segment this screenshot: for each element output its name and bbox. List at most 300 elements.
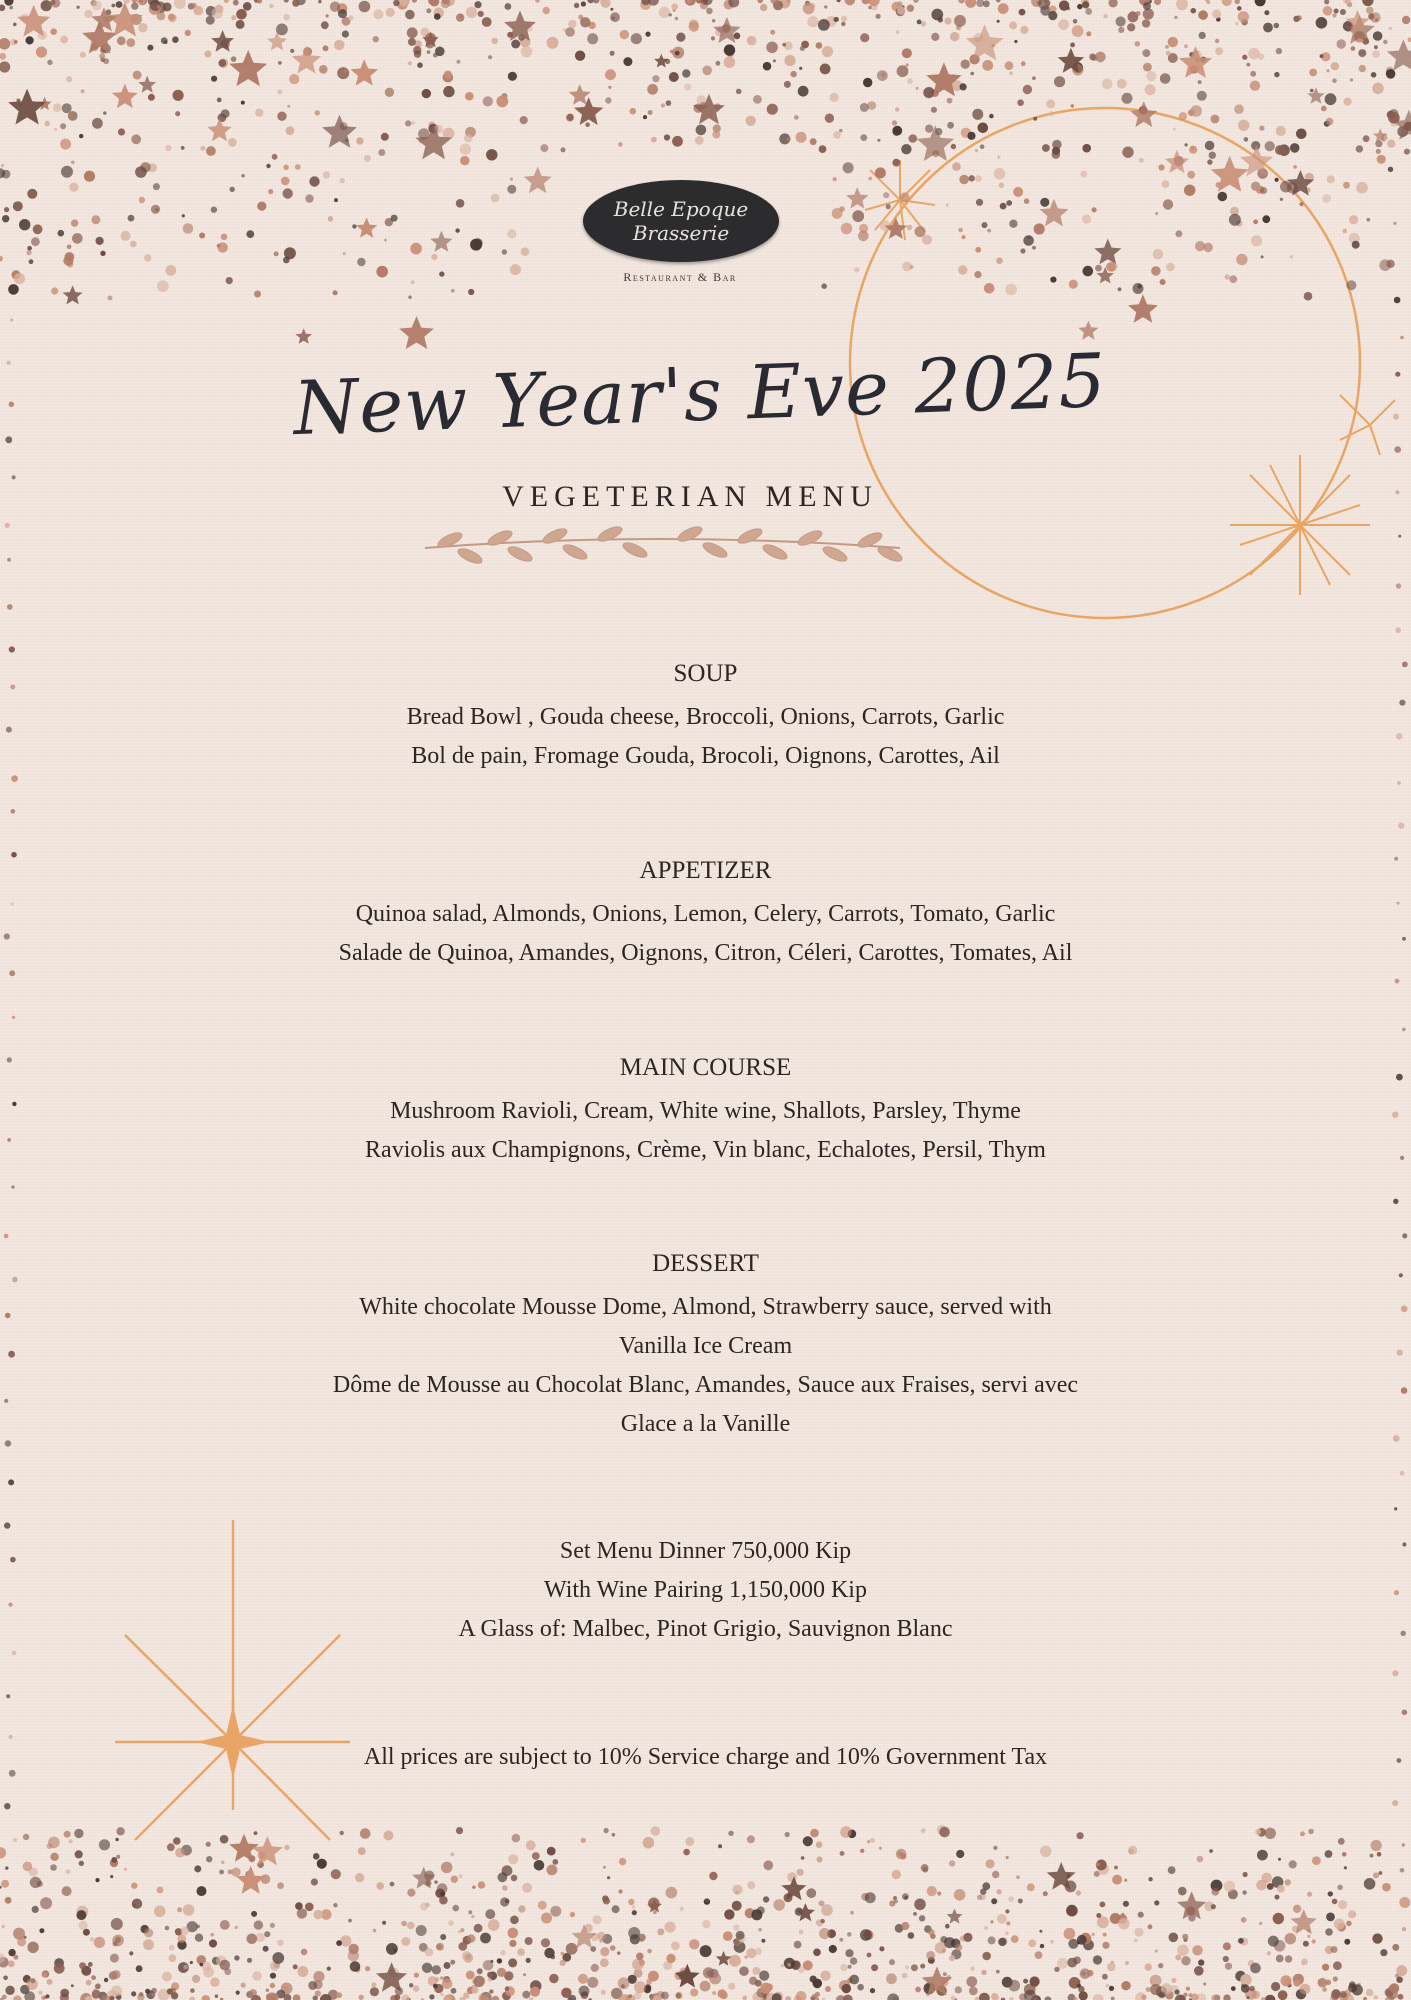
confetti-dot [1257, 1850, 1268, 1861]
confetti-dot [865, 1892, 876, 1903]
confetti-dot [1296, 129, 1307, 140]
confetti-dot [358, 1847, 366, 1855]
confetti-dot [1242, 1890, 1246, 1894]
confetti-dot [666, 1954, 675, 1963]
confetti-dot [1013, 187, 1023, 197]
confetti-dot [411, 280, 415, 284]
confetti-dot [975, 149, 978, 152]
confetti-dot [1080, 171, 1087, 178]
confetti-dot [357, 258, 365, 266]
confetti-dot [1105, 1984, 1109, 1988]
menu-line: White chocolate Mousse Dome, Almond, Strawberry sauce, served with [359, 1294, 1052, 1320]
confetti-dot [1371, 72, 1377, 78]
confetti-dot [465, 92, 474, 101]
confetti-dot [821, 283, 827, 289]
confetti-dot [906, 63, 909, 66]
confetti-dot [1009, 220, 1017, 228]
confetti-dot [613, 1991, 619, 1997]
confetti-dot [63, 256, 73, 266]
confetti-dot [915, 226, 926, 237]
section-appetizer [200, 857, 1211, 973]
confetti-dot [7, 558, 11, 562]
confetti-dot [1389, 27, 1392, 30]
confetti-dot [1008, 1980, 1020, 1992]
confetti-dot [1402, 1542, 1406, 1546]
confetti-dot [456, 60, 460, 64]
confetti-dot [843, 162, 854, 173]
confetti-dot [787, 137, 791, 141]
olive-branch-divider [425, 524, 904, 566]
confetti-dot [67, 245, 72, 250]
confetti-dot [1209, 152, 1216, 159]
confetti-dot [540, 144, 548, 152]
confetti-dot [252, 1971, 261, 1980]
confetti-dot [1073, 19, 1078, 24]
section-title: APPETIZER [639, 857, 772, 884]
confetti-dot [931, 107, 937, 113]
confetti-dot [326, 14, 329, 17]
confetti-dot [169, 1945, 175, 1951]
confetti-dot [897, 65, 909, 77]
confetti-dot [505, 3, 512, 10]
confetti-dot [14, 40, 18, 44]
confetti-dot [509, 1940, 516, 1947]
confetti-dot [907, 78, 913, 84]
confetti-dot [921, 1828, 926, 1833]
confetti-dot [672, 136, 683, 147]
confetti-dot [220, 1960, 231, 1971]
confetti-dot [763, 1860, 773, 1870]
confetti-dot [917, 20, 922, 25]
confetti-dot [1006, 200, 1012, 206]
confetti-dot [579, 1986, 590, 1997]
confetti-dot [405, 120, 411, 126]
confetti-dot [436, 1943, 444, 1951]
confetti-dot [135, 166, 147, 178]
confetti-dot [702, 66, 712, 76]
confetti-dot [486, 149, 497, 160]
confetti-dot [962, 235, 966, 239]
confetti-dot [1402, 1927, 1406, 1931]
confetti-dot [1255, 1829, 1261, 1835]
confetti-dot [4, 933, 10, 939]
confetti-dot [794, 115, 799, 120]
confetti-dot [319, 65, 328, 74]
confetti-dot [913, 0, 919, 3]
price-set-menu: Set Menu Dinner 750,000 Kip [559, 1538, 852, 1564]
confetti-dot [1148, 1924, 1153, 1929]
confetti-dot [460, 144, 471, 155]
confetti-dot [217, 244, 221, 248]
confetti-dot [471, 1987, 478, 1994]
confetti-dot [839, 206, 845, 212]
confetti-dot [798, 1966, 805, 1973]
confetti-dot [165, 265, 176, 276]
confetti-dot [13, 1838, 17, 1842]
confetti-dot [1107, 1963, 1116, 1972]
confetti-dot [92, 118, 103, 129]
confetti-dot [1173, 128, 1176, 131]
confetti-dot [1300, 1831, 1305, 1836]
confetti-dot [1372, 1933, 1382, 1943]
confetti-dot [913, 1912, 917, 1916]
confetti-dot [1158, 1963, 1163, 1968]
confetti-dot [488, 1978, 492, 1982]
confetti-dot [1366, 1989, 1374, 1997]
confetti-dot [1337, 1885, 1342, 1890]
confetti-dot [1175, 1989, 1180, 1994]
confetti-dot [1046, 99, 1055, 108]
confetti-dot [1278, 1990, 1288, 2000]
confetti-dot [949, 1860, 955, 1866]
confetti-dot [1398, 1994, 1404, 2000]
confetti-dot [716, 61, 721, 66]
confetti-dot [27, 246, 32, 251]
confetti-dot [706, 1898, 710, 1902]
confetti-dot [1122, 93, 1133, 104]
confetti-dot [1145, 84, 1156, 95]
confetti-dot [241, 174, 244, 177]
confetti-dot [60, 36, 68, 44]
confetti-dot [264, 1931, 270, 1937]
confetti-dot [256, 1933, 265, 1942]
confetti-dot [72, 233, 83, 244]
confetti-dot [1393, 1199, 1398, 1204]
confetti-dot [283, 257, 290, 264]
confetti-dot [619, 1858, 626, 1865]
confetti-dot [1044, 1996, 1051, 2000]
confetti-dot [578, 1974, 588, 1984]
confetti-dot [1242, 55, 1247, 60]
confetti-dot [54, 128, 57, 131]
confetti-dot [526, 1958, 531, 1963]
confetti-dot [417, 62, 423, 68]
confetti-dot [969, 175, 975, 181]
confetti-dot [860, 1929, 872, 1941]
confetti-dot [1138, 1912, 1144, 1918]
confetti-dot [491, 38, 498, 45]
confetti-dot [915, 1987, 921, 1993]
confetti-dot [356, 137, 363, 144]
confetti-star-icon [207, 118, 231, 141]
confetti-star-icon [138, 76, 156, 93]
confetti-dot [0, 1886, 2, 1889]
confetti-dot [860, 103, 869, 112]
confetti-dot [1325, 93, 1337, 105]
confetti-dot [96, 237, 104, 245]
confetti-dot [1268, 1936, 1279, 1947]
confetti-dot [74, 1829, 83, 1838]
confetti-dot [752, 1967, 760, 1975]
confetti-dot [601, 1990, 606, 1995]
confetti-dot [318, 0, 321, 3]
confetti-dot [284, 1986, 289, 1991]
confetti-dot [111, 4, 115, 8]
confetti-dot [996, 1970, 1000, 1974]
confetti-dot [1359, 65, 1366, 72]
confetti-dot [313, 1853, 320, 1860]
page-title: New Year's Eve 2025 [292, 337, 1108, 453]
confetti-dot [857, 1984, 864, 1991]
confetti-dot [115, 1838, 118, 1841]
confetti-dot [1285, 1955, 1292, 1962]
confetti-dot [574, 3, 579, 8]
confetti-dot [1265, 1828, 1276, 1839]
confetti-dot [1139, 158, 1144, 163]
confetti-dot [185, 30, 191, 36]
confetti-dot [1349, 1981, 1356, 1988]
confetti-dot [331, 1869, 341, 1879]
confetti-dot [313, 1910, 322, 1919]
confetti-star-icon [1130, 101, 1157, 127]
firework-right-icon [1230, 455, 1370, 595]
confetti-dot [439, 271, 444, 276]
confetti-dot [1394, 297, 1401, 304]
confetti-dot [1396, 1965, 1407, 1976]
confetti-dot [1176, 0, 1188, 10]
confetti-dot [1102, 1942, 1109, 1949]
confetti-dot [1023, 1979, 1028, 1984]
confetti-dot [1014, 40, 1017, 43]
confetti-dot [287, 105, 290, 108]
confetti-dot [1394, 1507, 1397, 1510]
confetti-dot [997, 155, 1000, 158]
confetti-dot [1142, 49, 1150, 57]
confetti-dot [1392, 1800, 1398, 1806]
confetti-dot [92, 1990, 101, 1999]
logo-name-line1: Belle Epoque [613, 197, 749, 221]
confetti-dot [610, 51, 615, 56]
confetti-dot [13, 23, 17, 27]
confetti-dot [342, 30, 349, 37]
confetti-dot [1079, 1991, 1088, 2000]
confetti-dot [1166, 51, 1171, 56]
confetti-dot [926, 1951, 935, 1960]
confetti-dot [441, 0, 451, 8]
confetti-dot [414, 50, 422, 58]
confetti-dot [442, 1978, 453, 1989]
confetti-dot [647, 1949, 652, 1954]
confetti-star-icon [350, 59, 378, 85]
confetti-dot [597, 1932, 605, 1940]
confetti-dot [45, 121, 50, 126]
confetti-dot [958, 228, 963, 233]
confetti-dot [1102, 78, 1113, 89]
confetti-dot [746, 116, 756, 126]
confetti-dot [565, 27, 575, 37]
confetti-dot [1109, 1986, 1114, 1991]
confetti-dot [985, 1859, 994, 1868]
confetti-dot [1349, 215, 1358, 224]
confetti-dot [996, 0, 1001, 2]
confetti-dot [1380, 1949, 1387, 1956]
confetti-dot [407, 27, 418, 38]
confetti-dot [860, 134, 867, 141]
confetti-dot [1134, 1939, 1138, 1943]
confetti-dot [450, 1852, 454, 1856]
confetti-dot [825, 1986, 831, 1992]
confetti-dot [1190, 146, 1194, 150]
confetti-dot [128, 215, 135, 222]
confetti-dot [1276, 48, 1282, 54]
menu-subtitle: VEGETERIAN MENU [502, 480, 878, 513]
confetti-dot [8, 1351, 15, 1358]
confetti-dot [1238, 120, 1249, 131]
confetti-dot [277, 112, 286, 121]
confetti-dot [193, 6, 203, 16]
confetti-dot [110, 1875, 113, 1878]
confetti-dot [1386, 69, 1396, 79]
confetti-dot [1005, 284, 1017, 296]
confetti-dot [1162, 180, 1170, 188]
confetti-dot [383, 1831, 393, 1841]
confetti-dot [1143, 8, 1154, 19]
confetti-dot [834, 17, 839, 22]
confetti-dot [949, 1955, 955, 1961]
confetti-dot [498, 1872, 508, 1882]
confetti-dot [982, 222, 988, 228]
confetti-dot [1373, 31, 1383, 41]
confetti-dot [1067, 1958, 1077, 1968]
confetti-dot [338, 9, 347, 18]
confetti-dot [931, 33, 939, 41]
confetti-dot [850, 1911, 854, 1915]
confetti-dot [1394, 857, 1398, 861]
confetti-dot [1212, 9, 1221, 18]
confetti-dot [1121, 1981, 1130, 1990]
confetti-dot [283, 165, 289, 171]
tax-note-block [200, 1738, 1211, 1777]
confetti-dot [78, 1921, 87, 1930]
confetti-dot [1122, 147, 1133, 158]
confetti-dot [1032, 246, 1036, 250]
confetti-dot [1168, 37, 1178, 47]
confetti-dot [724, 44, 735, 55]
confetti-dot [75, 1850, 83, 1858]
confetti-dot [1114, 1866, 1118, 1870]
confetti-dot [434, 13, 441, 20]
confetti-dot [231, 15, 236, 20]
confetti-dot [525, 1937, 533, 1945]
confetti-dot [10, 685, 15, 690]
confetti-dot [228, 138, 237, 147]
confetti-dot [1096, 1913, 1101, 1918]
confetti-dot [784, 81, 791, 88]
confetti-dot [23, 1862, 33, 1872]
section-title: DESSERT [652, 1250, 759, 1277]
confetti-dot [401, 1921, 407, 1927]
confetti-dot [110, 1954, 119, 1963]
confetti-dot [448, 1920, 454, 1926]
confetti-dot [107, 296, 112, 301]
confetti-dot [980, 144, 985, 149]
confetti-dot [31, 237, 40, 246]
confetti-dot [1111, 1997, 1115, 2000]
confetti-dot [1118, 27, 1124, 33]
confetti-dot [131, 2, 138, 9]
confetti-dot [1344, 1939, 1350, 1945]
confetti-dot [643, 1837, 655, 1849]
confetti-dot [931, 9, 943, 21]
confetti-dot [1229, 275, 1237, 283]
confetti-dot [4, 1234, 9, 1239]
confetti-dot [1064, 1928, 1076, 1940]
confetti-dot [675, 1992, 682, 1999]
confetti-dot [651, 1826, 661, 1836]
confetti-dot [821, 1919, 825, 1923]
price-wine-pairing: With Wine Pairing 1,150,000 Kip [544, 1577, 867, 1603]
confetti-dot [359, 1995, 364, 2000]
confetti-dot [1040, 1944, 1044, 1948]
confetti-dot [189, 1997, 195, 2000]
confetti-dot [1312, 1939, 1316, 1943]
confetti-dot [683, 1849, 690, 1856]
confetti-dot [981, 1970, 986, 1975]
confetti-dot [1109, 0, 1118, 8]
confetti-dot [784, 55, 795, 66]
confetti-dot [1406, 149, 1410, 153]
confetti-dot [1325, 1928, 1333, 1936]
confetti-dot [581, 1838, 586, 1843]
confetti-dot [71, 219, 78, 226]
confetti-dot [947, 122, 954, 129]
confetti-dot [459, 1874, 463, 1878]
confetti-dot [1116, 16, 1126, 26]
confetti-dot [1322, 194, 1331, 203]
confetti-dot [813, 1979, 823, 1989]
confetti-dot [587, 1977, 598, 1988]
confetti-dot [734, 1939, 741, 1946]
confetti-dot [820, 1971, 830, 1981]
confetti-dot [84, 10, 92, 18]
confetti-dot [511, 40, 520, 49]
confetti-dot [1207, 159, 1212, 164]
confetti-dot [6, 361, 10, 365]
confetti-dot [669, 72, 679, 82]
confetti-dot [1244, 137, 1249, 142]
confetti-dot [257, 0, 262, 3]
confetti-dot [220, 1920, 230, 1930]
confetti-dot [270, 1923, 275, 1928]
confetti-dot [410, 243, 422, 255]
confetti-dot [510, 178, 513, 181]
confetti-dot [407, 1889, 415, 1897]
confetti-dot [819, 1928, 830, 1939]
confetti-dot [491, 194, 500, 203]
confetti-dot [1182, 1934, 1188, 1940]
confetti-dot [471, 1915, 475, 1919]
confetti-dot [709, 1872, 717, 1880]
confetti-dot [803, 1836, 813, 1846]
confetti-dot [813, 1949, 821, 1957]
confetti-dot [272, 154, 278, 160]
confetti-dot [84, 171, 95, 182]
confetti-dot [334, 40, 344, 50]
confetti-dot [283, 188, 293, 198]
confetti-dot [183, 223, 194, 234]
confetti-dot [1127, 23, 1135, 31]
confetti-dot [821, 1904, 833, 1916]
confetti-dot [999, 183, 1005, 189]
confetti-dot [247, 1934, 258, 1945]
confetti-dot [206, 146, 216, 156]
confetti-dot [623, 57, 632, 66]
confetti-dot [1136, 11, 1141, 16]
confetti-dot [534, 1860, 545, 1871]
confetti-dot [11, 902, 15, 906]
confetti-dot [1255, 0, 1266, 6]
confetti-dot [1274, 72, 1279, 77]
